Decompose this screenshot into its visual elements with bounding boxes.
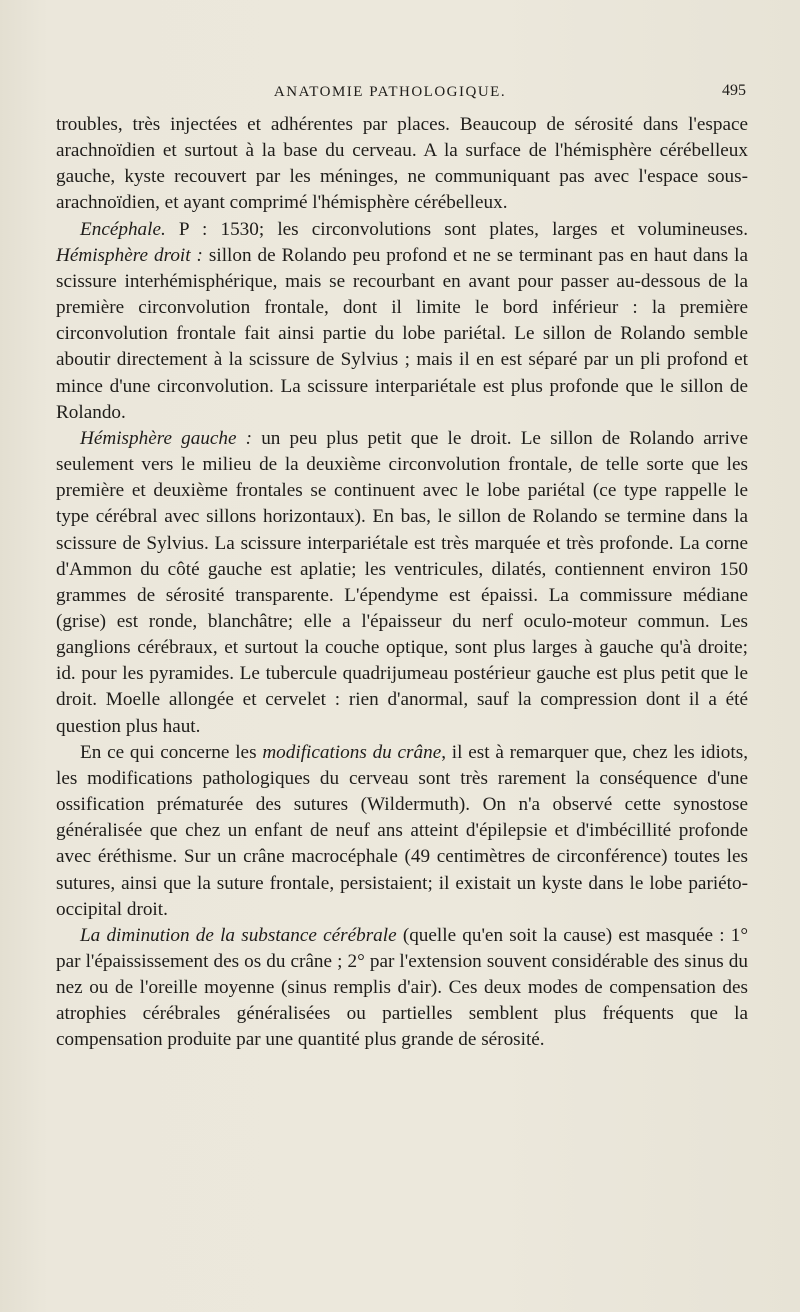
text-segment: P : 1530; les circonvolutions sont plates, larges et volumineuses.: [165, 218, 748, 240]
body-text: [56, 112, 748, 1054]
paragraph: [56, 217, 748, 426]
page-number: 495: [722, 82, 746, 99]
text-segment: un peu plus petit que le droit. Le sillon de Rolando arrive seulement vers le milieu de la deuxième circonvolution frontale, de telle sorte que les première et deuxième frontales se continuent avec le lobe pariétal (ce type rappelle le type cérébral avec sillons horizontaux). En bas, le sillon de Rolando se termine dans la scissure de Sylvius. La scissure interpariétale est très marquée et très profonde. La corne d'Ammon du côté gauche est aplatie; les ventricules, dilatés, contiennent environ 150 grammes de sérosité transparente. L'épendyme est épaissi. La commissure médiane (grise) est ronde, blanchâtre; elle a l'épaisseur du nerf oculo-moteur commun. Les ganglions cérébraux, et surtout la couche optique, sont plus larges à gauche qu'à droite; id. pour les pyramides. Le tubercule quadrijumeau postérieur gauche est plus petit que le droit. Moelle allongée et cervelet : rien d'anormal, sauf la compression dont il a été question plus haut.: [56, 427, 748, 737]
text-segment: (quelle qu'en soit la cause) est masquée : 1° par l'épaississement des os du crâne ; 2° par l'extension souvent considérable des sinus du nez ou de l'oreille moyenne (sinus remplis d'air). Ces deux modes de compensation des atrophies cérébrales généralisées ou partielles semblent plus fréquents que la compensation produite par une quantité plus grande de sérosité.: [56, 924, 749, 1051]
paragraph: [56, 112, 748, 217]
text-segment: , il est à remarquer que, chez les idiots, les modifications pathologiques du cerveau sont très rarement la conséquence d'une ossification prématurée des sutures (Wildermuth). On n'a observé cette synostose généralisée que chez un enfant de neuf ans atteint d'épilepsie et d'imbécillité profonde avec éréthisme. Sur un crâne macrocéphale (49 centimètres de circonférence) toutes les sutures, ainsi que la suture frontale, persistaient; il existait un kyste dans le lobe pariéto-occipital droit.: [56, 741, 748, 920]
text-segment: En ce qui concerne les: [80, 741, 263, 763]
running-title: ANATOMIE PATHOLOGIQUE.: [273, 84, 507, 100]
italic-term: Hémisphère gauche :: [80, 427, 253, 449]
text-segment: troubles, très injectées et adhérentes par places. Beaucoup de sérosité dans l'espace arachnoïdien et surtout à la base du cerveau. A la surface de l'hémisphère cérébelleux gauche, kyste recouvert par les méninges, ne communiquant pas avec l'espace sous-arachnoïdien, et ayant comprimé l'hémisphère cérébelleux.: [56, 114, 748, 214]
paragraph: [56, 426, 748, 740]
italic-term: Hémisphère droit :: [56, 244, 203, 266]
paragraph: [56, 740, 748, 923]
italic-term: La diminution de la substance cérébrale: [80, 924, 397, 946]
italic-term: modifications du crâne: [262, 741, 442, 763]
text-segment: sillon de Rolando peu profond et ne se terminant pas en haut dans la scissure interhémisphérique, mais se recourbant en avant pour passer au-dessous de la première circonvolution frontale, dont il limite le bord inférieur : la première circonvolution frontale fait ainsi partie du lobe pariétal. Le sillon de Rolando semble aboutir directement à la scissure de Sylvius ; mais il en est séparé par un pli profond et mince d'une circonvolution. La scissure interpariétale est plus profonde que le sillon de Rolando.: [56, 244, 749, 423]
italic-term: Encéphale.: [80, 218, 166, 240]
paragraph: [56, 923, 748, 1054]
